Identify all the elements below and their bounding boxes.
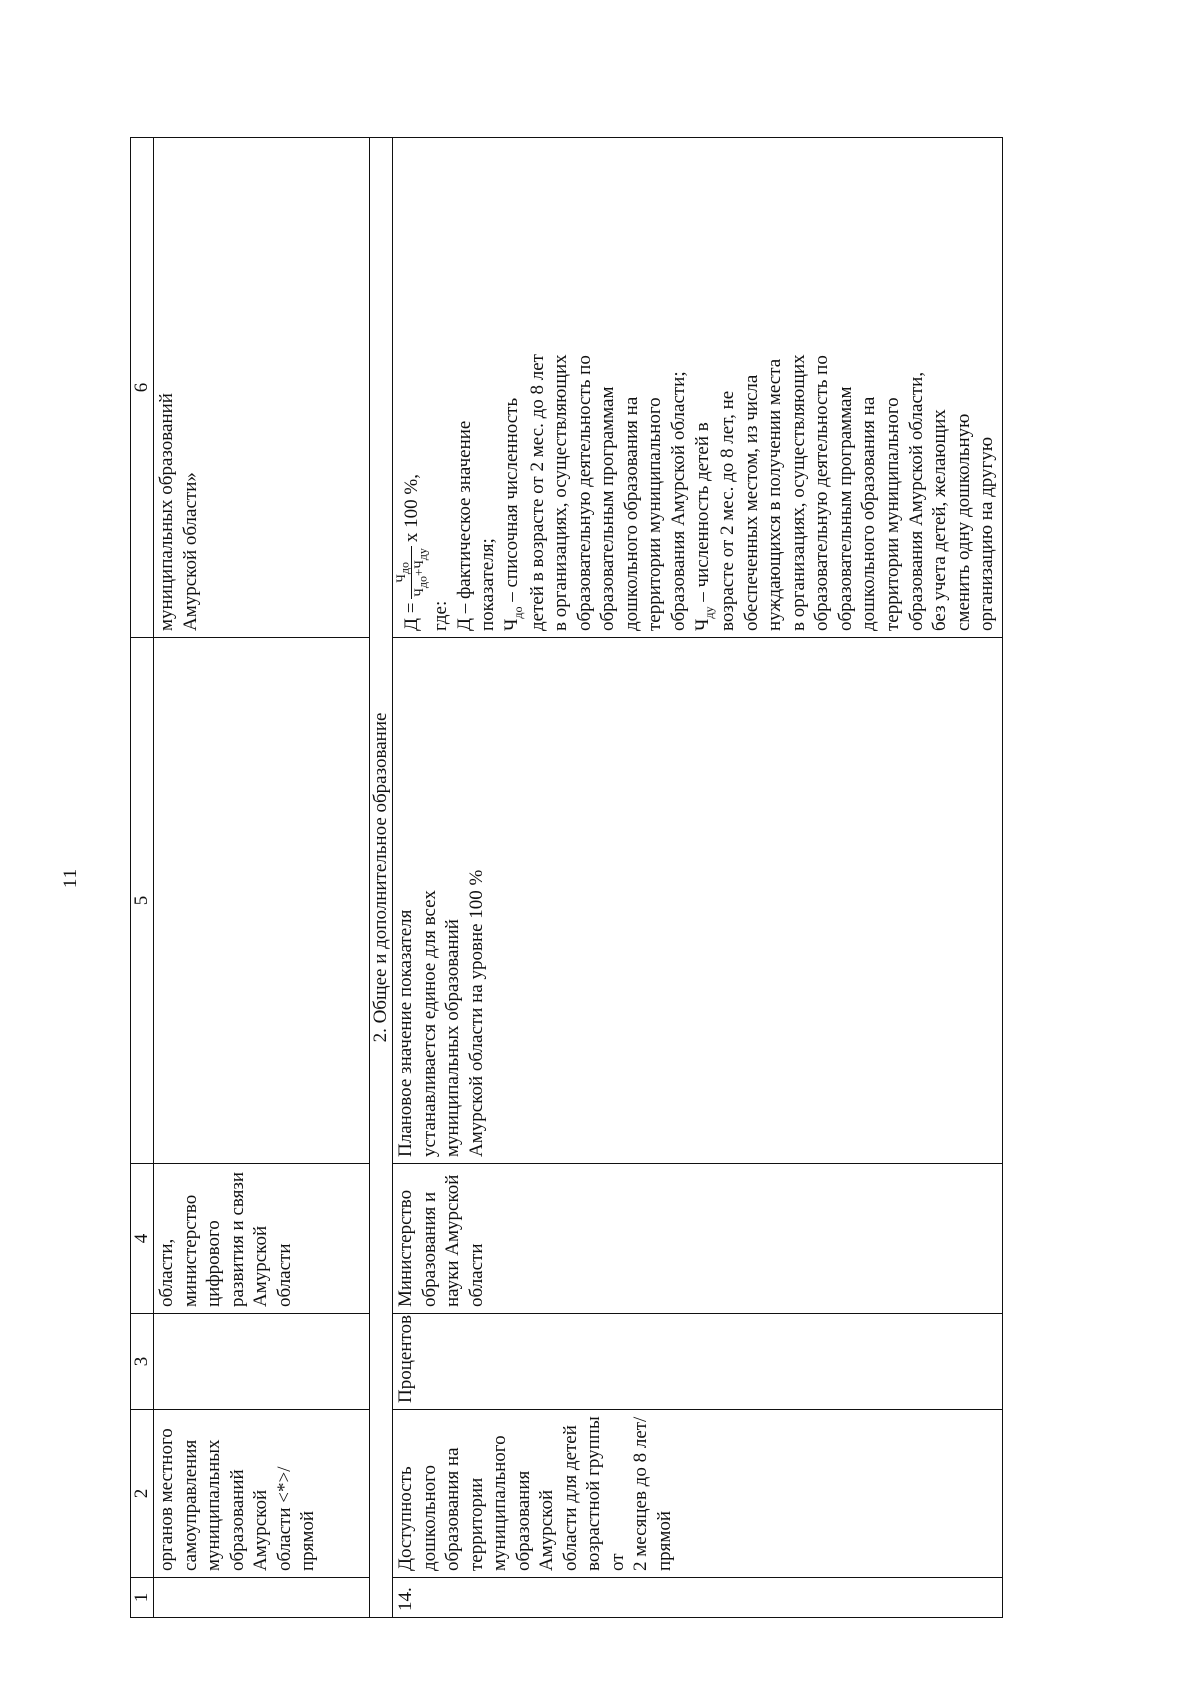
- text-line: показателя;: [477, 538, 499, 631]
- column-number: 1: [131, 1578, 154, 1618]
- symbol: Ч: [501, 618, 523, 631]
- text-line: без учета детей, желающих: [929, 409, 951, 631]
- text-line: образовательным программам: [834, 386, 856, 631]
- rotated-document-page: [60, 138, 1080, 1618]
- column-number: 3: [131, 1314, 154, 1410]
- text-line: образования Амурской области;: [667, 371, 689, 631]
- text-line: образования Амурской: [512, 1470, 558, 1571]
- text-line: образовательную деятельность по: [811, 355, 833, 631]
- text-line: Министерство: [395, 1189, 416, 1307]
- page-number: 11: [60, 867, 81, 889]
- text-fragment: – списочная численность: [501, 397, 523, 607]
- text-line: развития и связи: [226, 1171, 248, 1307]
- text-line: дошкольного образования на: [858, 396, 880, 631]
- text-line: обеспеченных местом, из числа: [740, 374, 762, 631]
- text-line: образовательным программам: [597, 386, 619, 631]
- text-line: возрастной группы от: [583, 1416, 628, 1571]
- text-line: органов местного: [156, 1428, 177, 1571]
- calculation-method-cell: [393, 138, 1003, 638]
- text-line: организацию на другую: [976, 436, 998, 631]
- plan-value-cell: [393, 638, 1003, 1164]
- text-line: Плановое значение показателя: [395, 909, 416, 1157]
- text-line: территории муниципального: [882, 397, 904, 631]
- text-line: образований Амурской: [226, 1469, 272, 1571]
- cont-responsible-cell: [154, 1164, 370, 1314]
- subscript: до: [510, 606, 525, 619]
- symbol: Ч: [411, 560, 427, 569]
- text-line: муниципальных образований: [442, 919, 464, 1157]
- text-line: области для детей: [559, 1425, 581, 1571]
- symbol: Ч: [691, 618, 713, 631]
- text-line: [500, 144, 526, 631]
- column-number: 5: [131, 638, 154, 1164]
- plus-sign: +: [411, 568, 427, 576]
- indicators-table: [130, 137, 1003, 1618]
- column-number: 6: [131, 138, 154, 638]
- continuation-row: [154, 138, 370, 1618]
- subscript: до: [397, 562, 412, 575]
- text-line: образовательную деятельность по: [573, 355, 595, 631]
- text-line: сменить одну дошкольную: [952, 413, 974, 631]
- text-line: Амурской: [250, 1225, 272, 1307]
- responsible-cell: [393, 1164, 1003, 1314]
- formula-lhs: Д =: [400, 602, 422, 631]
- text-line: муниципального: [489, 1435, 511, 1571]
- text-line: 2 месяцев до 8 лет/: [630, 1416, 652, 1571]
- text-line: прямой: [654, 1510, 676, 1571]
- text-line: министерство: [179, 1194, 201, 1307]
- text-line: в организациях, осуществляющих: [550, 354, 572, 631]
- text-line: области,: [156, 1238, 177, 1307]
- cont-number-cell: [154, 1578, 370, 1618]
- subscript: ду: [415, 548, 430, 561]
- text-line: муниципальных: [203, 1439, 225, 1571]
- text-line: устанавливается единое для всех: [418, 890, 440, 1157]
- text-fragment: – численность детей в: [691, 422, 713, 607]
- text-line: самоуправления: [179, 1439, 201, 1571]
- text-line: образования на: [442, 1447, 464, 1571]
- text-line: науки Амурской: [442, 1174, 464, 1307]
- text-line: территории: [465, 1477, 487, 1571]
- text-line: цифрового: [203, 1220, 225, 1307]
- text-line: в организациях, осуществляющих: [787, 354, 809, 631]
- text-line: образования Амурской области,: [905, 371, 927, 631]
- text-line: Доступность: [395, 1466, 416, 1571]
- text-line: территории муниципального: [644, 397, 666, 631]
- text-line: области: [273, 1243, 295, 1307]
- symbol: Ч: [411, 588, 427, 597]
- fraction-numerator: [394, 560, 411, 585]
- table-row-14: [393, 138, 1003, 1618]
- text-line: дошкольного: [418, 1465, 440, 1571]
- subscript: ду: [701, 606, 716, 619]
- row-number: 14.: [393, 1578, 1003, 1618]
- indicator-name-cell: [393, 1410, 1003, 1578]
- text-line: Д – фактическое значение: [453, 420, 475, 631]
- formula-fraction: [394, 546, 429, 598]
- column-number: 2: [131, 1410, 154, 1578]
- cont-unit-cell: [154, 1314, 370, 1410]
- text-line: где:: [430, 600, 452, 631]
- cont-plan-cell: [154, 638, 370, 1164]
- symbol: Ч: [393, 574, 408, 583]
- text-line: [691, 144, 717, 631]
- text-line: нуждающихся в получении места: [764, 358, 786, 631]
- fraction-denominator: [411, 546, 429, 598]
- column-number-row: [131, 138, 154, 1618]
- text-line: образования и: [418, 1191, 440, 1307]
- text-line: детей в возрасте от 2 мес. до 8 лет: [526, 354, 548, 631]
- formula: [394, 474, 429, 631]
- cont-indicator-cell: [154, 1410, 370, 1578]
- text-line: прямой: [297, 1510, 319, 1571]
- column-number: 4: [131, 1164, 154, 1314]
- formula-rhs: x 100 %,: [400, 474, 422, 543]
- section-title: 2. Общее и дополнительное образование: [370, 138, 393, 1618]
- text-line: Амурской области»: [179, 472, 201, 631]
- text-line: возрасте от 2 мес. до 8 лет, не: [717, 390, 739, 631]
- unit-cell: Процентов: [393, 1314, 1003, 1410]
- subscript: до: [415, 576, 430, 589]
- text-line: дошкольного образования на: [620, 396, 642, 631]
- section-row: [370, 138, 393, 1618]
- cont-method-cell: [154, 138, 370, 638]
- text-line: Амурской области на уровне 100 %: [465, 869, 487, 1157]
- text-line: муниципальных образований: [156, 393, 177, 631]
- text-line: области: [465, 1243, 487, 1307]
- text-line: области <*>/: [273, 1466, 295, 1571]
